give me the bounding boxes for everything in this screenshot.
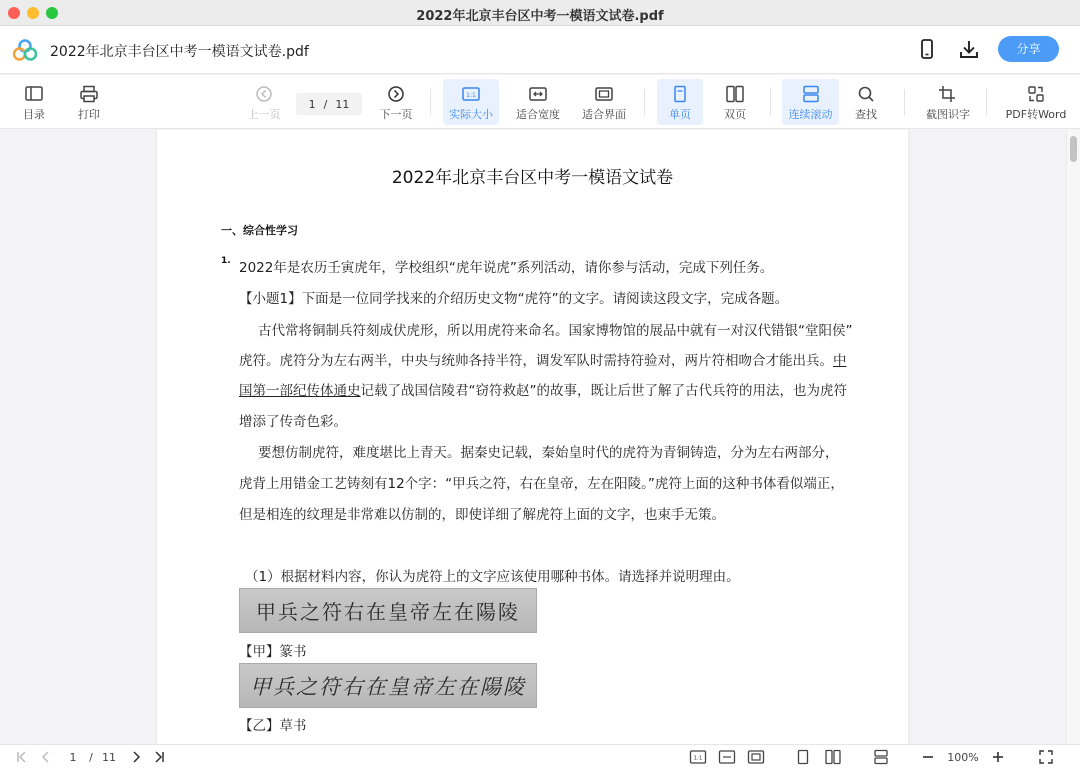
crop-icon bbox=[938, 85, 958, 103]
toc-label: 目录 bbox=[23, 108, 45, 121]
prev-page-icon[interactable] bbox=[38, 749, 54, 765]
screenshot-ocr-button[interactable] bbox=[920, 79, 976, 125]
toc-button[interactable] bbox=[14, 79, 54, 125]
pdf-to-word-label: PDF转Word bbox=[1005, 108, 1067, 121]
seal-script-image: 甲兵之符右在皇帝左在陽陵 bbox=[239, 588, 537, 633]
zoom-level[interactable]: 100% bbox=[947, 750, 979, 764]
zoom-in-icon[interactable] bbox=[990, 749, 1006, 765]
window-title: 2022年北京丰台区中考一模语文试卷.pdf bbox=[416, 9, 664, 24]
fit-width-label: 适合宽度 bbox=[516, 108, 560, 121]
app-logo-icon bbox=[13, 39, 37, 61]
next-page-label: 下一页 bbox=[379, 108, 413, 121]
total-pages-indicator: 11 bbox=[102, 750, 116, 764]
fit-page-icon bbox=[594, 85, 614, 103]
paragraph-line: 但是相连的纹理是非常难以仿制的，即使详细了解虎符上面的文字，也束手无策。 bbox=[239, 507, 725, 523]
find-button[interactable] bbox=[846, 79, 886, 125]
status-bar bbox=[0, 744, 1080, 768]
print-button[interactable] bbox=[69, 79, 109, 125]
document-name: 2022年北京丰台区中考一模语文试卷.pdf bbox=[50, 44, 309, 60]
cursive-script-caption: 【乙】草书 bbox=[239, 718, 307, 734]
last-page-icon[interactable] bbox=[151, 749, 167, 765]
section-heading: 一、综合性学习 bbox=[221, 224, 298, 237]
chevron-left-circle-icon bbox=[255, 85, 273, 103]
download-icon[interactable] bbox=[958, 38, 980, 60]
print-label: 打印 bbox=[78, 108, 100, 121]
svg-text:1:1: 1:1 bbox=[693, 755, 703, 762]
toc-icon bbox=[24, 85, 44, 103]
page-separator: / bbox=[323, 97, 328, 111]
scrollbar-thumb[interactable] bbox=[1070, 136, 1077, 162]
vertical-scrollbar[interactable] bbox=[1066, 130, 1080, 744]
fit-page-icon[interactable] bbox=[747, 749, 765, 765]
zoom-out-icon[interactable] bbox=[920, 749, 936, 765]
paragraph-line: 虎背上用错金工艺铸刻有12个字：“甲兵之符，右在皇帝，左在阳陵。”虎符上面的这种书体看似端正， bbox=[239, 476, 844, 492]
continuous-scroll-icon[interactable] bbox=[872, 749, 890, 765]
total-pages: 11 bbox=[335, 97, 350, 111]
seal-script-caption: 【甲】篆书 bbox=[239, 644, 307, 660]
double-page-icon bbox=[725, 85, 745, 103]
paragraph-line: 2022年是农历壬寅虎年，学校组织“虎年说虎”系列活动，请你参与活动，完成下列任务。 bbox=[239, 260, 774, 276]
single-page-icon[interactable] bbox=[795, 749, 811, 765]
screenshot-ocr-label: 截图识字 bbox=[926, 108, 970, 121]
fit-width-button[interactable] bbox=[510, 79, 566, 125]
fit-width-icon[interactable] bbox=[718, 749, 736, 765]
continuous-scroll-label: 连续滚动 bbox=[788, 108, 833, 121]
single-page-label: 单页 bbox=[669, 108, 691, 121]
paragraph-line: 【小题1】下面是一位同学找来的介绍历史文物“虎符”的文字。请阅读这段文字，完成各题。 bbox=[239, 291, 789, 307]
actual-size-button[interactable] bbox=[443, 79, 499, 125]
toolbar-divider bbox=[430, 89, 431, 115]
printer-icon bbox=[79, 85, 99, 103]
underlined-text: 中 bbox=[833, 353, 847, 369]
underlined-text: 国第一部纪传体通史 bbox=[239, 383, 361, 399]
first-page-icon[interactable] bbox=[14, 749, 30, 765]
share-button[interactable]: 分享 bbox=[998, 36, 1059, 62]
current-page-indicator[interactable]: 1 bbox=[69, 750, 77, 764]
single-page-icon bbox=[671, 85, 689, 103]
toolbar bbox=[0, 75, 1080, 129]
page-separator: / bbox=[89, 750, 93, 764]
fullscreen-icon[interactable] bbox=[1038, 749, 1054, 765]
continuous-scroll-icon bbox=[801, 85, 821, 103]
pdf-page bbox=[157, 130, 908, 744]
question-number: 1. bbox=[221, 256, 231, 266]
chevron-right-circle-icon bbox=[387, 85, 405, 103]
single-page-button[interactable] bbox=[657, 79, 703, 125]
page-number-input[interactable] bbox=[296, 93, 362, 115]
paragraph-line bbox=[239, 379, 847, 399]
search-icon bbox=[857, 85, 875, 103]
actual-size-label: 实际大小 bbox=[449, 108, 493, 121]
paragraph-line bbox=[239, 349, 847, 369]
next-page-button[interactable] bbox=[374, 79, 418, 125]
toolbar-divider bbox=[904, 89, 905, 115]
fit-page-button[interactable] bbox=[576, 79, 632, 125]
toolbar-divider bbox=[770, 89, 771, 115]
paragraph-line: 增添了传奇色彩。 bbox=[239, 414, 347, 430]
double-page-label: 双页 bbox=[724, 108, 746, 121]
fit-page-label: 适合界面 bbox=[582, 108, 626, 121]
paragraph-line: 要想仿制虎符，难度堪比上青天。据秦史记载，秦始皇时代的虎符为青铜铸造，分为左右两部分， bbox=[258, 445, 839, 461]
cursive-script-image: 甲兵之符右在皇帝左在陽陵 bbox=[239, 663, 537, 708]
double-page-icon[interactable] bbox=[824, 749, 842, 765]
prev-page-label: 上一页 bbox=[247, 108, 281, 121]
fit-width-icon bbox=[528, 85, 548, 103]
actual-size-icon[interactable] bbox=[689, 749, 707, 765]
document-header bbox=[0, 26, 1080, 74]
mobile-icon[interactable] bbox=[916, 38, 938, 60]
document-viewport[interactable] bbox=[0, 130, 1080, 744]
paragraph-line: 古代常将铜制兵符刻成伏虎形，所以用虎符来命名。国家博物馆的展品中就有一对汉代错银“堂阳侯” bbox=[258, 323, 853, 339]
svg-text:1:1: 1:1 bbox=[466, 92, 476, 99]
next-page-icon[interactable] bbox=[128, 749, 144, 765]
pdf-to-word-button[interactable] bbox=[1000, 79, 1072, 125]
double-page-button[interactable] bbox=[712, 79, 758, 125]
toolbar-divider bbox=[986, 89, 987, 115]
convert-icon bbox=[1026, 85, 1046, 103]
prev-page-button[interactable] bbox=[242, 79, 286, 125]
actual-size-icon bbox=[461, 85, 481, 103]
continuous-scroll-button[interactable] bbox=[782, 79, 839, 125]
toolbar-divider bbox=[644, 89, 645, 115]
document-title: 2022年北京丰台区中考一模语文试卷 bbox=[391, 168, 674, 188]
find-label: 查找 bbox=[855, 108, 877, 121]
title-bar bbox=[0, 0, 1080, 26]
sub-question: （1）根据材料内容，你认为虎符上的文字应该使用哪种书体。请选择并说明理由。 bbox=[245, 569, 740, 585]
current-page: 1 bbox=[308, 97, 316, 111]
paragraph-text: 记载了战国信陵君“窃符救赵”的故事，既让后世了解了古代兵符的用法，也为虎符 bbox=[360, 383, 847, 399]
paragraph-text: 虎符。虎符分为左右两半，中央与统帅各持半符，调发军队时需持符验对，两片符相吻合才能出兵。 bbox=[239, 353, 833, 369]
